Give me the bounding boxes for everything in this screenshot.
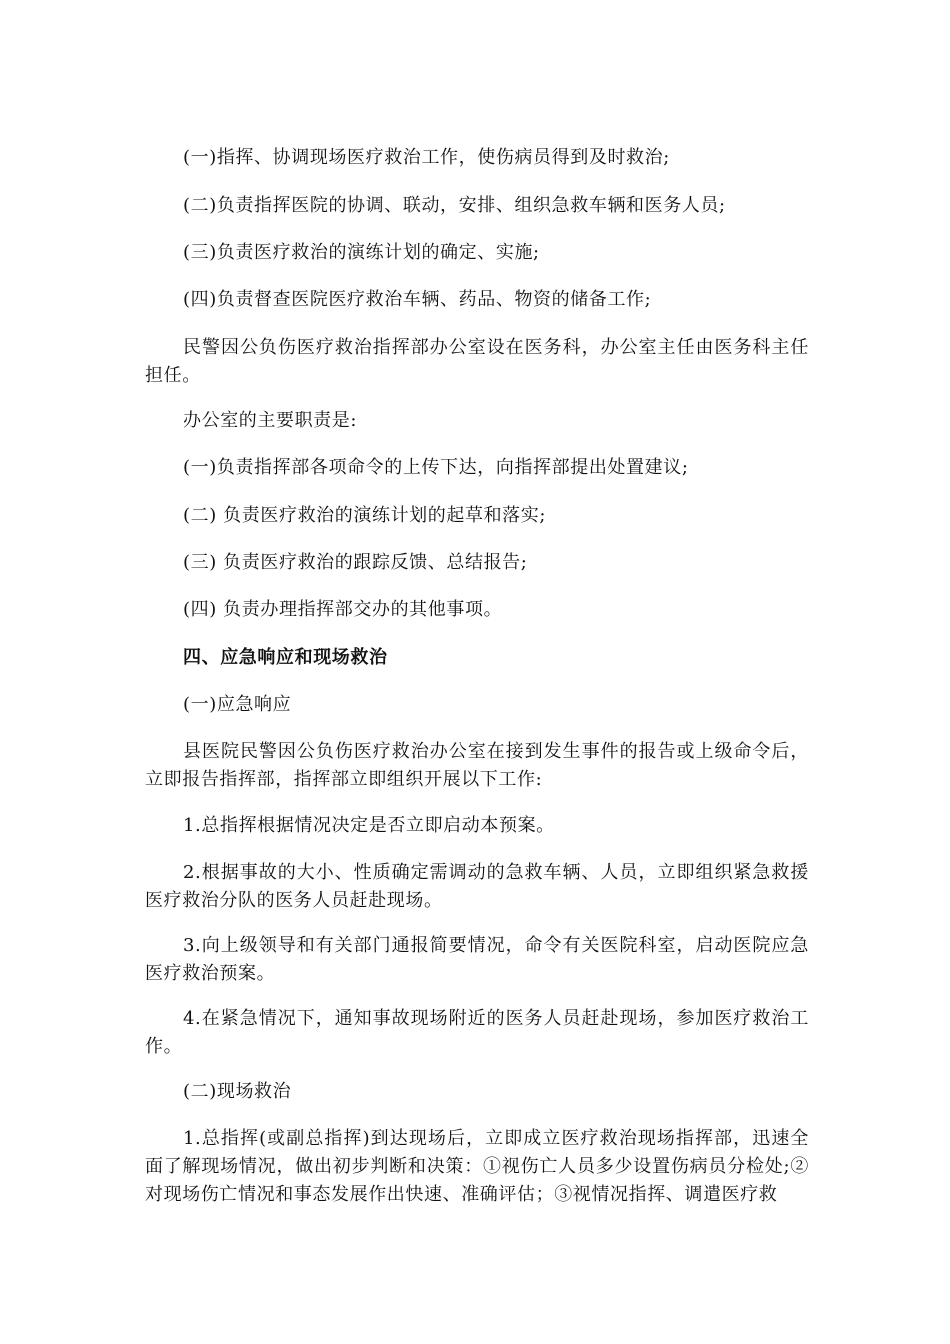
- section-heading: 四、应急响应和现场救治: [183, 647, 388, 668]
- paragraph-5: 民警因公负伤医疗救治指挥部办公室设在医务科，办公室主任由医务科主任担任。: [145, 337, 809, 386]
- paragraph-8: (二) 负责医疗救治的演练计划的起草和落实;: [183, 505, 547, 526]
- paragraph-6: 办公室的主要职责是:: [183, 410, 358, 431]
- paragraph-16: 3.向上级领导和有关部门通报简要情况，命令有关医院科室，启动医院应急医疗救治预案。: [145, 935, 809, 984]
- paragraph-14: 1.总指挥根据情况决定是否立即启动本预案。: [183, 815, 555, 836]
- paragraph-9: (三) 负责医疗救治的跟踪反馈、总结报告;: [183, 552, 528, 573]
- paragraph-1: (一)指挥、协调现场医疗救治工作，使伤病员得到及时救治;: [183, 147, 670, 168]
- paragraph-3: (三)负责医疗救治的演练计划的确定、实施;: [183, 242, 540, 263]
- paragraph-15: 2.根据事故的大小、性质确定需调动的急救车辆、人员，立即组织紧急救援医疗救治分队的医务人员赶赴现场。: [145, 862, 809, 911]
- paragraph-17: 4.在紧急情况下，通知事故现场附近的医务人员赶赴现场，参加医疗救治工作。: [145, 1008, 809, 1057]
- subsection-heading-2: (二)现场救治: [183, 1081, 292, 1102]
- paragraph-10: (四) 负责办理指挥部交办的其他事项。: [183, 599, 503, 620]
- paragraph-2: (二)负责指挥医院的协调、联动，安排、组织急救车辆和医务人员;: [183, 195, 726, 216]
- paragraph-4: (四)负责督查医院医疗救治车辆、药品、物资的储备工作;: [183, 289, 652, 310]
- paragraph-13: 县医院民警因公负伤医疗救治办公室在接到发生事件的报告或上级命令后，立即报告指挥部，指挥部立即组织开展以下工作:: [145, 741, 809, 790]
- paragraph-7: (一)负责指挥部各项命令的上传下达，向指挥部提出处置建议;: [183, 457, 689, 478]
- subsection-heading-1: (一)应急响应: [183, 694, 292, 715]
- paragraph-19: 1.总指挥(或副总指挥)到达现场后，立即成立医疗救治现场指挥部，迅速全面了解现场情况，做出初步判断和决策：①视伤亡人员多少设置伤病员分检处;②对现场伤亡情况和事态发展作出快速、准确评估；③视情况指挥、调遣医疗救: [145, 1128, 809, 1205]
